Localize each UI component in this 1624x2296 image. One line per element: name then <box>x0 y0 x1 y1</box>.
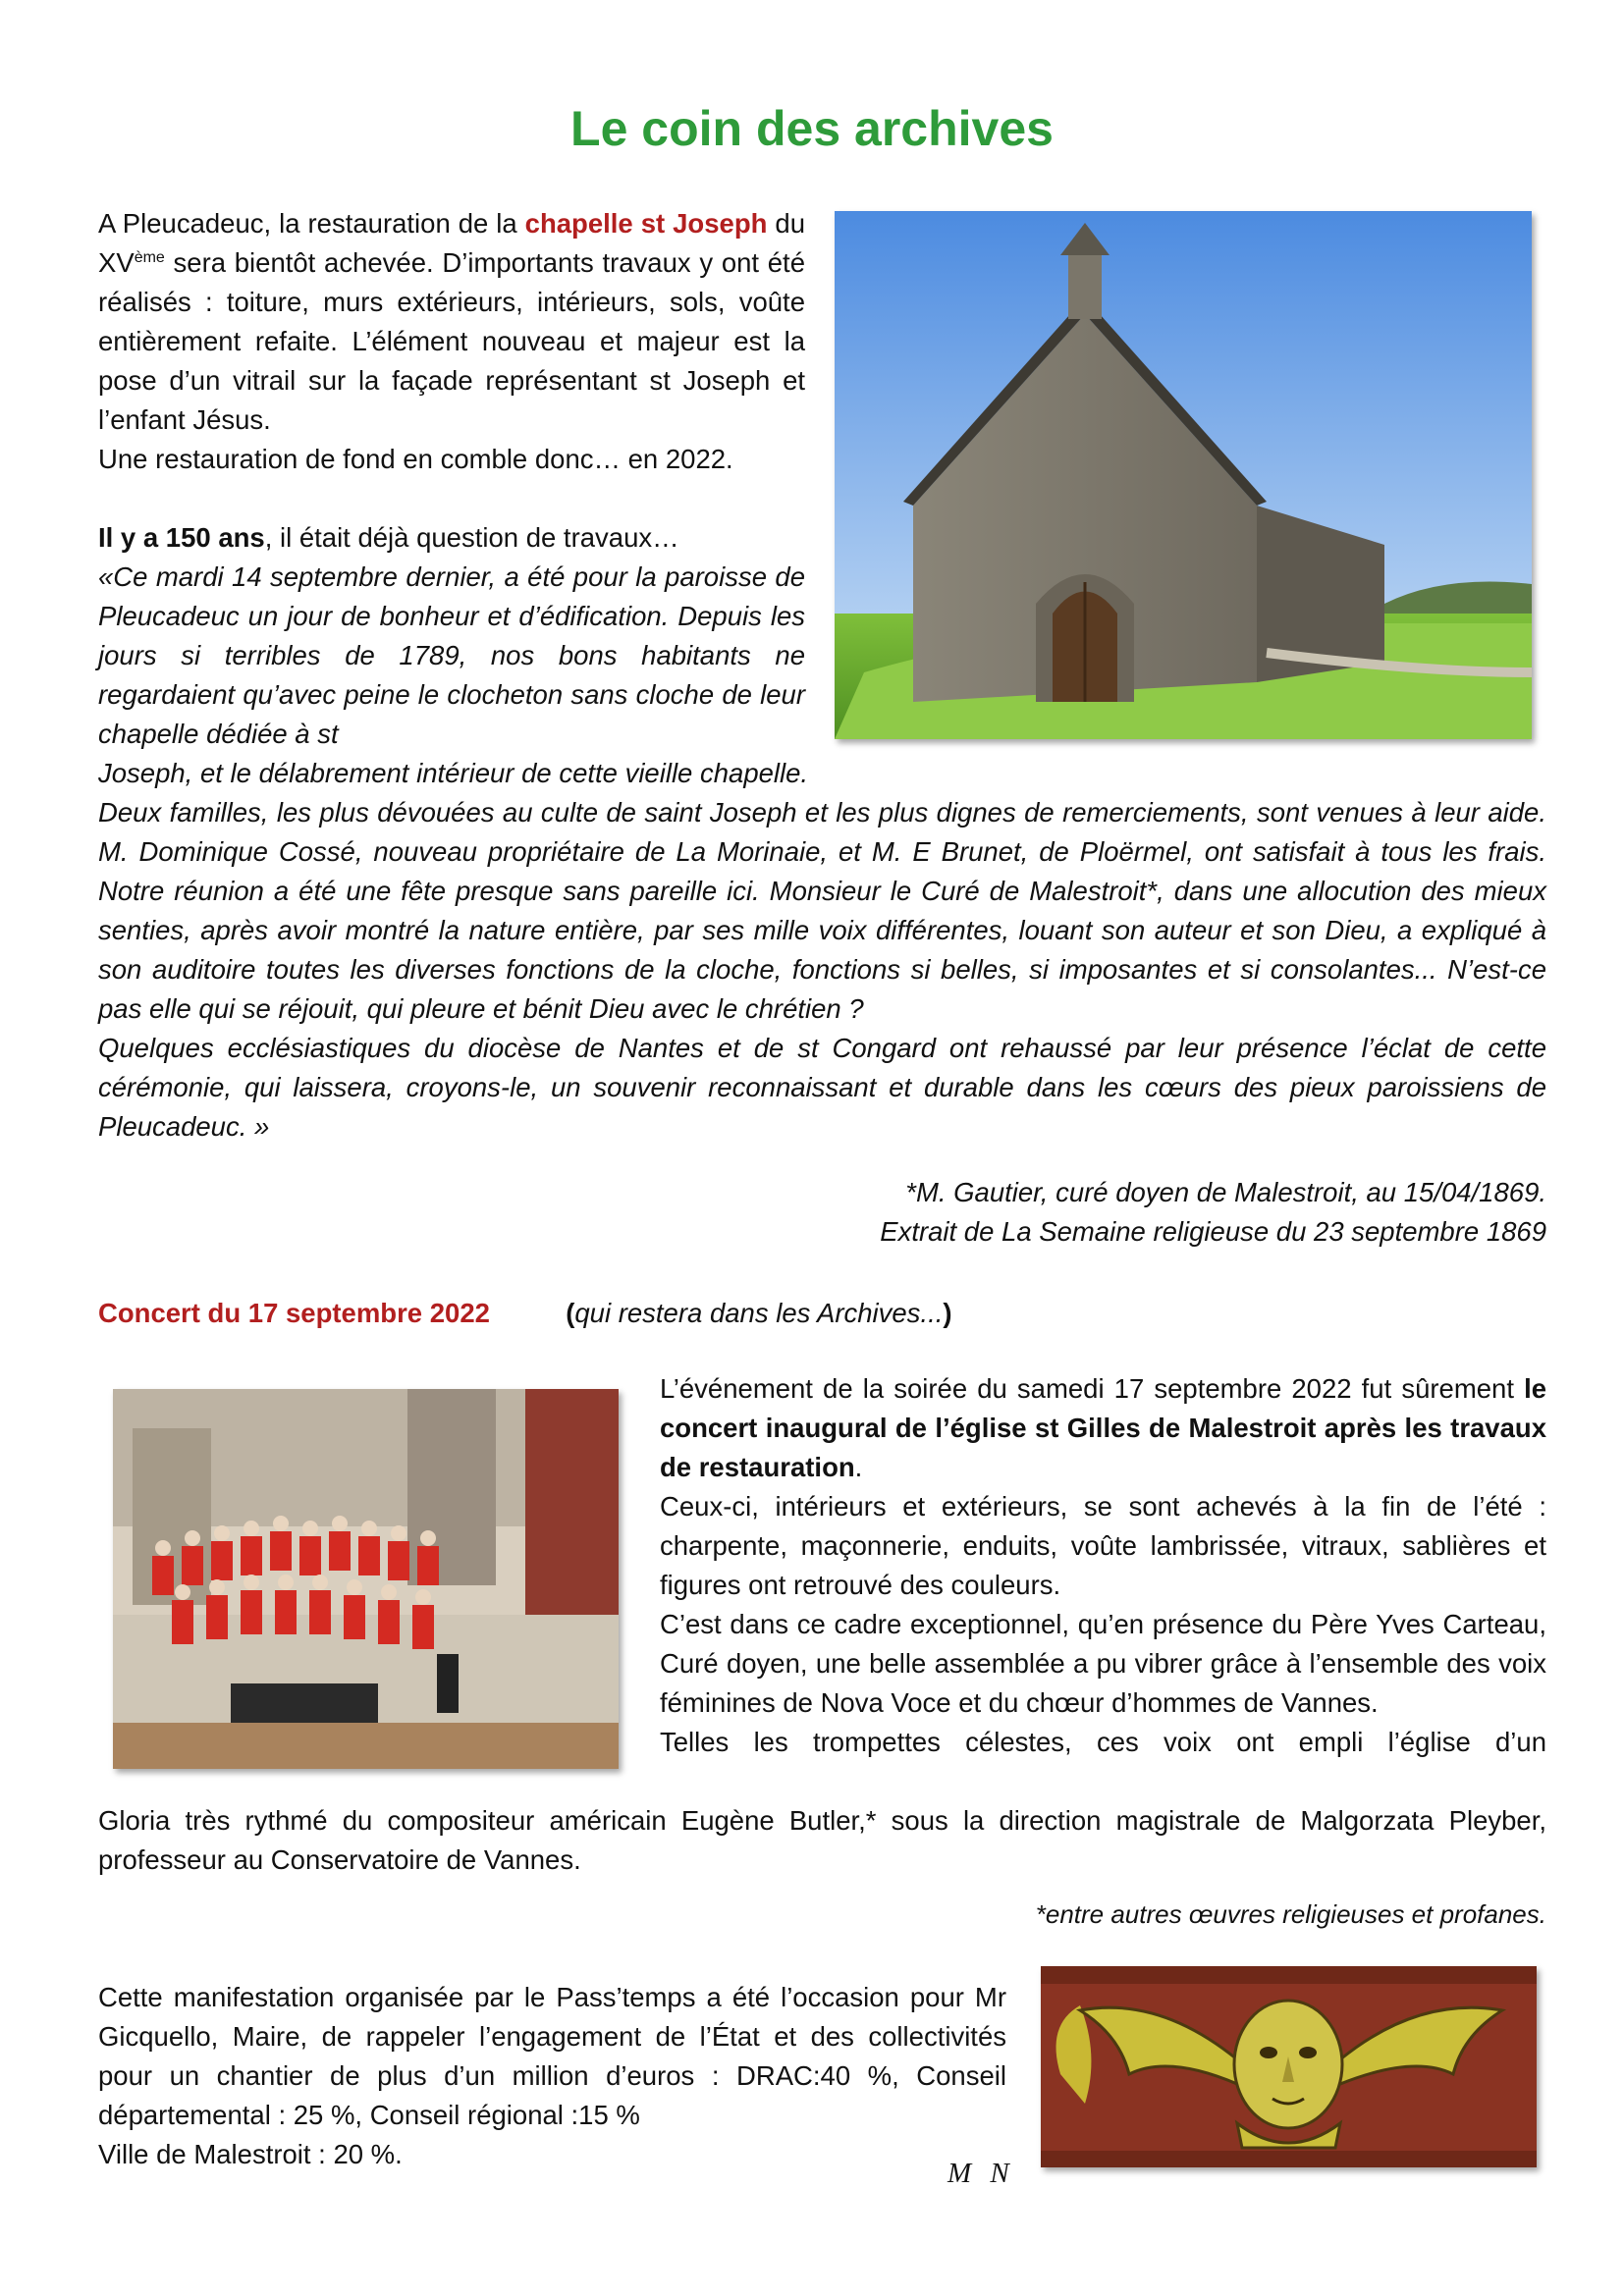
concert-photo <box>113 1389 619 1769</box>
concert-paragraph-3: C’est dans ce cadre exceptionnel, qu’en présence du Père Yves Carteau, Curé doyen, une belle assemblée a pu vibrer grâce à l’ensemble des voix féminines de Nova Voce et du chœur d’hommes de Vannes. <box>660 1609 1546 1718</box>
funding-last-line: Ville de Malestroit : 20 %. <box>98 2139 403 2169</box>
concert-fullwidth <box>98 1801 1546 1880</box>
carving-photo <box>1041 1966 1537 2167</box>
concert-footnote: *entre autres œuvres religieuses et profanes. <box>1035 1899 1546 1929</box>
concert-paragraph-2: Ceux-ci, intérieurs et extérieurs, se sont achevés à la fin de l’été : charpente, maçonnerie, enduits, voûte lambrissée, vitraux, sablières et figures ont retrouvé des couleurs. <box>660 1491 1546 1600</box>
chapel-illustration <box>835 211 1532 739</box>
chapel-photo <box>835 211 1532 739</box>
carving-illustration <box>1041 1966 1537 2167</box>
concert-paragraph-4b: Gloria très rythmé du compositeur américain Eugène Butler,* sous la direction magistrale de Malgorzata Pleyber, professeur au Conservatoire de Vannes. <box>98 1805 1546 1875</box>
quote-part-2: Joseph, et le délabrement intérieur de cette vieille chapelle. <box>98 758 809 788</box>
concert-heading: Concert du 17 septembre 2022 <box>98 1298 490 1328</box>
quote-column <box>98 754 1546 1147</box>
concert-paragraph-1: L’événement de la soirée du samedi 17 septembre 2022 fut sûrement le concert inaugural de l’église st Gilles de Malestroit après les travaux de restauration. <box>660 1373 1546 1482</box>
intro-paragraph: A Pleucadeuc, la restauration de la chapelle st Joseph du XVème sera bientôt achevée. D’importants travaux y ont été réalisés : toiture, murs extérieurs, intérieurs, sols, voûte entièrement refaite. L’élément nouveau et majeur est la pose d’un vitrail sur la façade représentant st Joseph et l’enfant Jésus. <box>98 208 805 435</box>
funding-column <box>98 1978 1006 2174</box>
funding-paragraph: Cette manifestation organisée par le Pass’temps a été l’occasion pour Mr Gicquello, Maire, de rappeler l’engagement de l’État et des collectivités pour un chantier de plus d’un million d’euros : DRAC:40 %, Conseil départemental : 25 %, Conseil régional :15 % <box>98 1982 1006 2130</box>
quote-part-4: Quelques ecclésiastiques du diocèse de Nantes et de st Congard ont rehaussé par leur présence l’éclat de cette cérémonie, qui laissera, croyons-le, un souvenir reconnaissant et durable dans les cœurs des pieux paroissiens de Pleucadeuc. » <box>98 1033 1546 1142</box>
quote-part-1: «Ce mardi 14 septembre dernier, a été pour la paroisse de Pleucadeuc un jour de bonheur et d’édification. Depuis les jours si terribles de 1789, nos bons habitants ne regardaient qu’avec peine le clocheton sans cloche de leur chapelle dédiée à st <box>98 561 805 749</box>
quote-source <box>687 1173 1546 1252</box>
choir-illustration <box>113 1389 619 1769</box>
note-curé: *M. Gautier, curé doyen de Malestroit, au 15/04/1869. <box>905 1177 1546 1207</box>
concert-heading-row: Concert du 17 septembre 2022 (qui restera dans les Archives...) <box>98 1298 952 1328</box>
concert-column <box>660 1369 1546 1762</box>
intro-last-line: Une restauration de fond en comble donc… en 2022. <box>98 444 733 474</box>
history-intro: Il y a 150 ans, il était déjà question de travaux… <box>98 522 679 553</box>
concert-heading-note: qui restera dans les Archives... <box>574 1298 944 1328</box>
concert-paragraph-4a: Telles les trompettes célestes, ces voix ont empli l’église d’un <box>660 1727 1546 1757</box>
signature: M N <box>947 2158 1015 2189</box>
intro-column <box>98 204 805 754</box>
page-title: Le coin des archives <box>570 101 1054 156</box>
quote-part-3: Deux familles, les plus dévouées au culte de saint Joseph et les plus dignes de remerciements, sont venues à leur aide. M. Dominique Cossé, nouveau propriétaire de La Morinaie, et M. E Brunet, de Ploërmel, ont satisfait à tous les frais. Notre réunion a été une fête presque sans pareille ici. Monsieur le Curé de Malestroit*, dans une allocution des mieux senties, après avoir montré la nature entière, par ses mille voix différentes, louant son auteur et son Dieu, a expliqué à son auditoire toutes les diverses fonctions de la cloche, fonctions si belles, si imposantes et si consolantes... N’est-ce pas elle qui se réjouit, qui pleure et bénit Dieu avec le chrétien ? <box>98 797 1546 1024</box>
chapel-name: chapelle st Joseph <box>524 208 768 239</box>
note-source: Extrait de La Semaine religieuse du 23 septembre 1869 <box>880 1216 1546 1247</box>
